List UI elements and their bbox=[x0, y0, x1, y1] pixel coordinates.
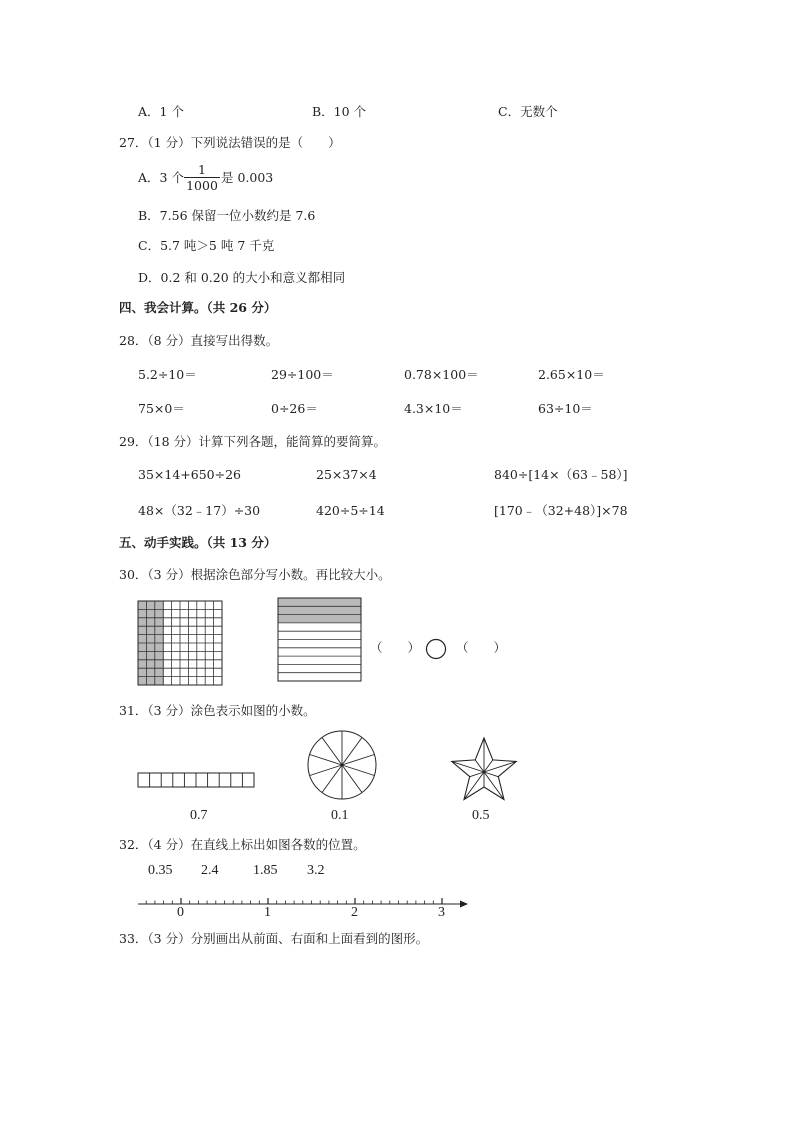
q27-option-b: B．7.56 保留一位小数约是 7.6 bbox=[138, 208, 316, 223]
q29-r2-c2: 420÷5÷14 bbox=[316, 503, 385, 518]
circle-radius bbox=[342, 765, 362, 793]
star-divider bbox=[452, 761, 484, 772]
q32-number-3: 1.85 bbox=[253, 863, 278, 878]
q33-stem: 33．（3 分）分别画出从前面、右面和上面看到的图形。 bbox=[119, 931, 429, 946]
q32-axis-label-3: 3 bbox=[438, 905, 445, 920]
q27-option-a-prefix: A．3 个 bbox=[138, 170, 184, 185]
strip-shaded-region bbox=[278, 598, 361, 623]
q31-caption-circle: 0.1 bbox=[331, 808, 349, 823]
circle-radius bbox=[322, 737, 342, 765]
q30-strip-rectangle bbox=[278, 598, 361, 681]
q27-option-d: D．0.2 和 0.20 的大小和意义都相同 bbox=[138, 270, 346, 285]
star-divider bbox=[484, 761, 516, 772]
circle-radius bbox=[342, 754, 374, 765]
q27-stem: 27．（1 分）下列说法错误的是（ ） bbox=[119, 135, 341, 150]
q26-option-a: A．1 个 bbox=[138, 104, 184, 119]
circle-radius bbox=[310, 765, 342, 776]
q32-number-4: 3.2 bbox=[307, 863, 325, 878]
q29-r2-c1: 48×（32﹣17）÷30 bbox=[138, 503, 261, 518]
q32-axis-label-1: 1 bbox=[264, 905, 271, 920]
q27-option-a-suffix: 是 0.003 bbox=[221, 170, 274, 185]
q28-r2-c4: 63÷10＝ bbox=[538, 401, 593, 416]
q29-r2-c3: [170﹣（32+48）]×78 bbox=[494, 503, 628, 518]
q29-r1-c2: 25×37×4 bbox=[316, 467, 377, 482]
q28-r2-c2: 0÷26＝ bbox=[271, 401, 318, 416]
q28-r1-c4: 2.65×10＝ bbox=[538, 367, 605, 382]
q31-stem: 31．（3 分）涂色表示如图的小数。 bbox=[119, 703, 316, 718]
q29-stem: 29．（18 分）计算下列各题，能简算的要简算。 bbox=[119, 434, 387, 449]
q28-r1-c3: 0.78×100＝ bbox=[404, 367, 479, 382]
q30-blank-left[interactable]: （ ） bbox=[370, 640, 421, 655]
q29-r1-c1: 35×14+650÷26 bbox=[138, 467, 241, 482]
section-4-heading: 四、我会计算。（共 26 分） bbox=[119, 300, 277, 315]
arrow-head bbox=[460, 901, 468, 908]
fraction-denominator: 1000 bbox=[184, 177, 220, 193]
q31-caption-star: 0.5 bbox=[472, 808, 490, 823]
q30-compare-circle[interactable] bbox=[427, 640, 446, 659]
q26-option-b: B．10 个 bbox=[312, 104, 367, 119]
section-5-heading: 五、动手实践。（共 13 分） bbox=[119, 535, 277, 550]
q31-bar bbox=[138, 773, 254, 787]
q32-number-line bbox=[138, 898, 468, 908]
q30-blank-right[interactable]: （ ） bbox=[456, 640, 507, 655]
q28-stem: 28．（8 分）直接写出得数。 bbox=[119, 333, 279, 348]
q28-r1-c2: 29÷100＝ bbox=[271, 367, 334, 382]
q28-r2-c1: 75×0＝ bbox=[138, 401, 185, 416]
q32-axis-label-0: 0 bbox=[177, 905, 184, 920]
q26-option-c: C．无数个 bbox=[498, 104, 558, 119]
circle-radius bbox=[310, 754, 342, 765]
q32-number-2: 2.4 bbox=[201, 863, 219, 878]
circle-radius bbox=[322, 765, 342, 793]
q30-hundred-grid bbox=[138, 601, 222, 685]
q29-r1-c3: 840÷[14×（63﹣58）] bbox=[494, 467, 628, 482]
q32-axis-label-2: 2 bbox=[351, 905, 358, 920]
q28-r2-c3: 4.3×10＝ bbox=[404, 401, 463, 416]
q31-star bbox=[452, 738, 517, 800]
circle-radius bbox=[342, 765, 374, 776]
q27-option-c: C．5.7 吨＞5 吨 7 千克 bbox=[138, 238, 275, 253]
q32-stem: 32．（4 分）在直线上标出如图各数的位置。 bbox=[119, 837, 366, 852]
q31-caption-bar: 0.7 bbox=[190, 808, 208, 823]
q32-number-1: 0.35 bbox=[148, 863, 173, 878]
q31-circle bbox=[308, 731, 376, 799]
q30-stem: 30．（3 分）根据涂色部分写小数。再比较大小。 bbox=[119, 567, 391, 582]
q28-r1-c1: 5.2÷10＝ bbox=[138, 367, 197, 382]
circle-radius bbox=[342, 737, 362, 765]
fraction-numerator: 1 bbox=[198, 162, 206, 177]
